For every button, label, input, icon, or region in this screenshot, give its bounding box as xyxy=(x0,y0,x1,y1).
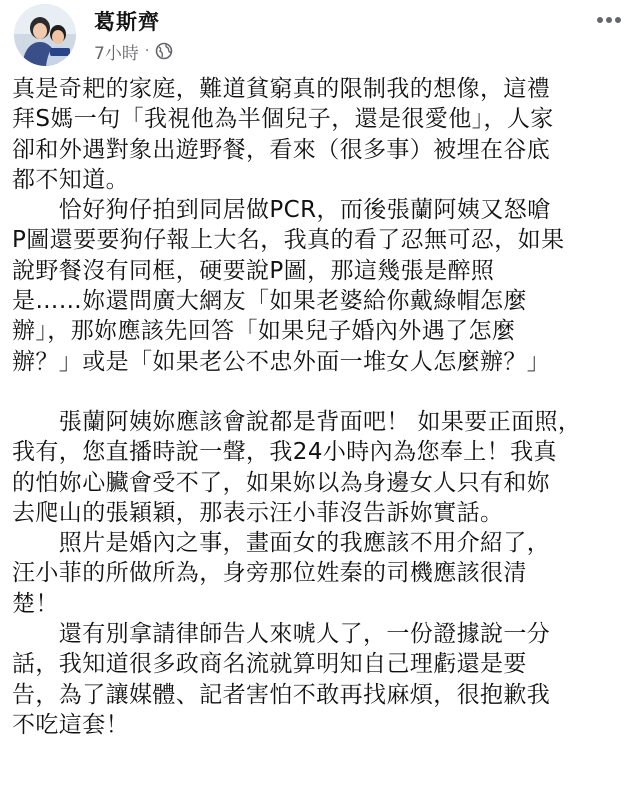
more-options-button[interactable] xyxy=(592,8,626,32)
post-paragraph-4 xyxy=(12,528,630,619)
text-line: 汪小菲的所做所為，身旁那位姓秦的司機應該很清 xyxy=(12,560,527,587)
meta-separator: · xyxy=(144,43,150,59)
text-line: 照片是婚內之事，畫面女的我應該不用介紹了， xyxy=(12,530,551,557)
text-line: 告，為了讓媒體、記者害怕不敢再找麻煩，很抱歉我 xyxy=(12,681,551,708)
post-paragraph-3 xyxy=(12,407,630,528)
text-line: 我有，您直播時說一聲，我24小時內為您奉上！我真 xyxy=(12,439,557,466)
post-paragraph-5 xyxy=(12,619,630,740)
text-line: 恰好狗仔拍到同居做PCR，而後張蘭阿姨又怒嗆 xyxy=(12,197,551,224)
paragraph-spacer xyxy=(12,377,630,407)
post-paragraph-2 xyxy=(12,195,630,377)
text-line: 楚！ xyxy=(12,590,59,617)
post-meta xyxy=(94,40,173,62)
post-body xyxy=(12,74,630,740)
text-line: P圖還要要狗仔報上大名，我真的看了忍無可忍，如果 xyxy=(12,227,565,254)
post-timestamp[interactable]: 7小時 xyxy=(94,43,139,64)
post-paragraph-1 xyxy=(12,74,630,195)
text-line: 辦」，那妳應該先回答「如果兒子婚內外遇了怎麼 xyxy=(12,318,516,345)
text-line: 拜S媽一句「我視他為半個兒子，還是很愛他」，人家 xyxy=(12,106,554,133)
author-name[interactable]: 葛斯齊 xyxy=(94,10,160,34)
text-line: 是……妳還問廣大網友「如果老婆給你戴綠帽怎麼 xyxy=(12,288,527,315)
text-line: 都不知道。 xyxy=(12,166,129,193)
text-line: 去爬山的張穎穎，那表示汪小菲沒告訴妳實話。 xyxy=(12,499,504,526)
avatar[interactable] xyxy=(14,4,76,66)
text-line: 卻和外遇對象出遊野餐，看來（很多事）被埋在谷底 xyxy=(12,136,551,163)
globe-icon[interactable] xyxy=(155,42,173,60)
text-line: 不吃這套！ xyxy=(12,711,129,738)
more-dots-icon xyxy=(596,16,622,24)
post-header xyxy=(14,4,626,66)
text-line: 張蘭阿姨妳應該會說都是背面吧！ 如果要正面照， xyxy=(12,408,582,435)
text-line: 話，我知道很多政商名流就算明知自己理虧還是要 xyxy=(12,651,527,678)
text-line: 辦？」或是「如果老公不忠外面一堆女人怎麼辦？」 xyxy=(12,348,551,375)
text-line: 真是奇耙的家庭，難道貧窮真的限制我的想像，這禮 xyxy=(12,76,551,102)
text-line: 的怕妳心臟會受不了，如果妳以為身邊女人只有和妳 xyxy=(12,469,551,496)
text-line: 還有別拿請律師告人來唬人了，一份證據說一分 xyxy=(12,621,551,648)
avatar-image xyxy=(14,4,76,66)
text-line: 說野餐沒有同框，硬要說P圖，那這幾張是醉照 xyxy=(12,257,495,284)
